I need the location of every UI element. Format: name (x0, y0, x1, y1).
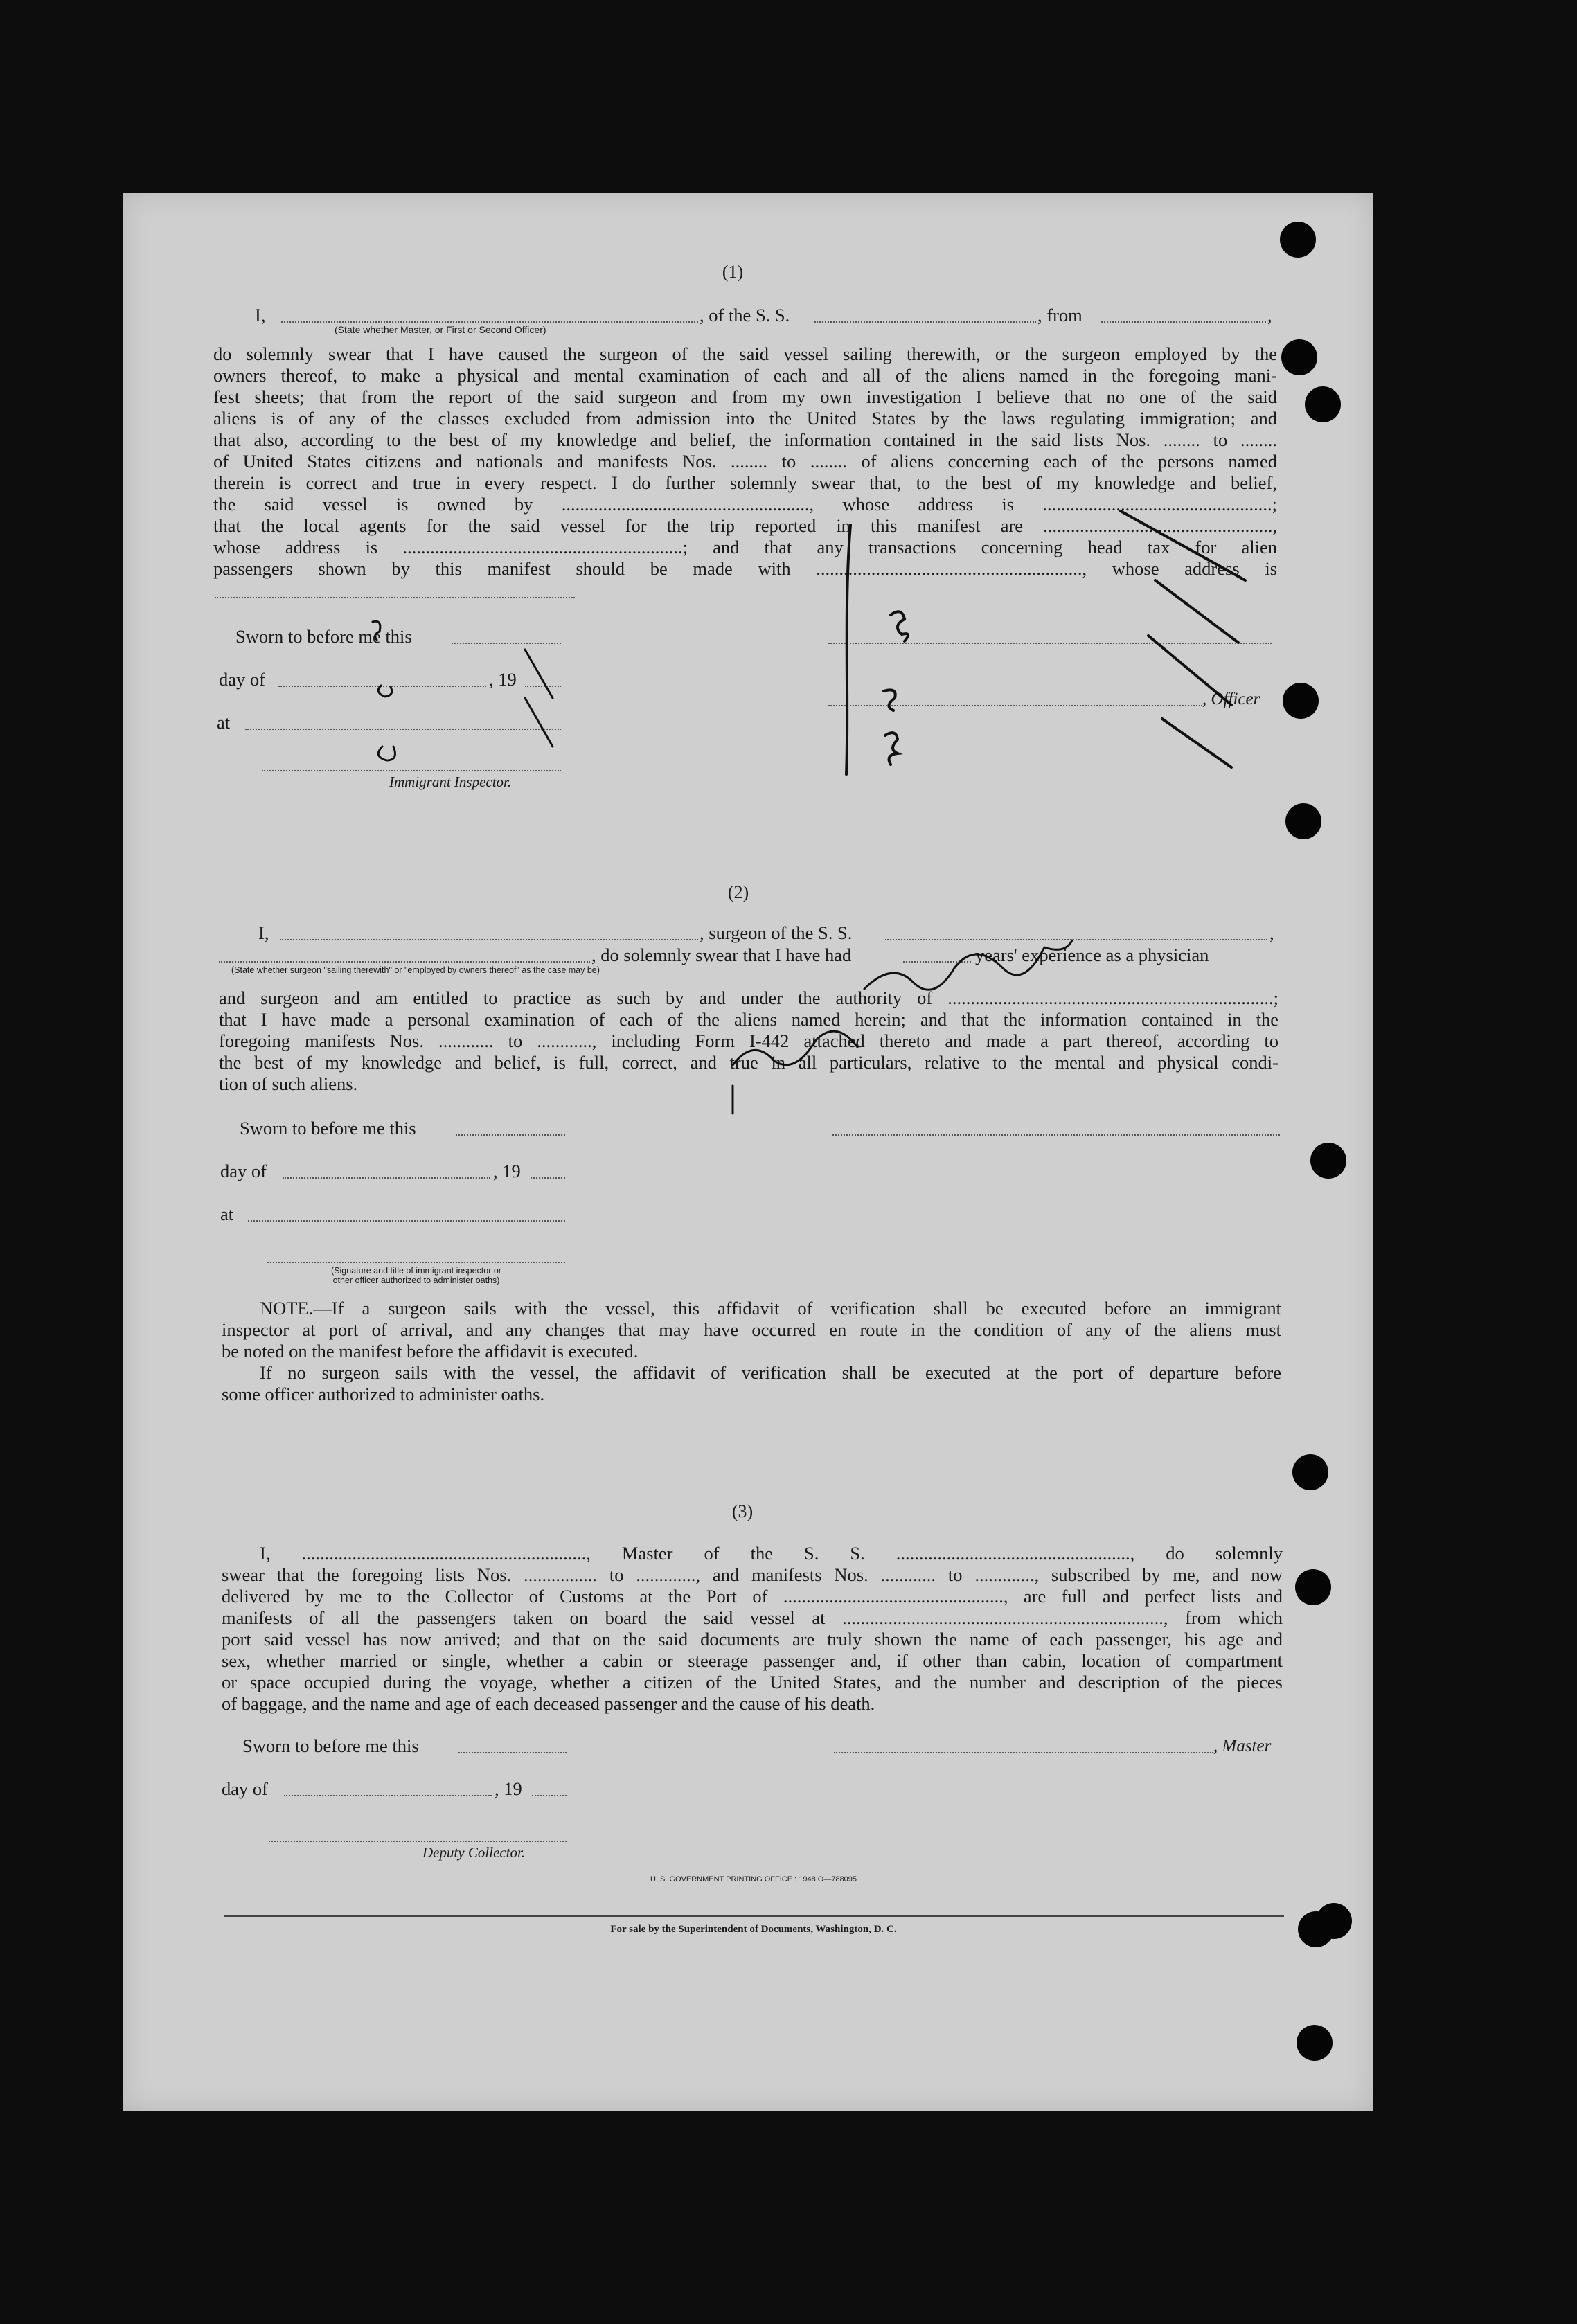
pen-stroke (1162, 719, 1231, 767)
handwritten-notation (733, 1031, 857, 1065)
pen-stroke (846, 525, 850, 774)
note-line: some officer authorized to administer oaths. (222, 1384, 545, 1404)
year-label: , 19 (489, 669, 517, 690)
section-2-number: (2) (727, 882, 749, 902)
handwritten-notation (864, 940, 1072, 990)
body-line: sex, whether married or single, whether a cabin or steerage passenger and, if other than cabin, location of compartment (222, 1650, 1283, 1671)
punch-hole (1310, 1143, 1346, 1179)
body-line: aliens is of any of the classes excluded from admission into the United States by the laws regulating immigration; and (213, 408, 1277, 429)
body-line: I, .............................................................., Master of the S. S. ..................................................., do solemnly (260, 1543, 1283, 1564)
section-1-from-label: , from (1037, 305, 1082, 325)
body-line: do solemnly swear that I have caused the surgeon of the said vessel sailing therewith, or the surgeon employed by the (213, 343, 1277, 364)
officer-label: , Officer (1202, 690, 1260, 708)
pen-stroke (378, 747, 395, 760)
surgeon-swear-text: , do solemnly swear that I have had (591, 945, 852, 965)
punch-hole (1280, 222, 1316, 258)
signature-note: (Signature and title of immigrant inspector or (331, 1266, 501, 1276)
surgeon-state-note: (State whether surgeon "sailing therewith" or "employed by owners thereof" as the case may be) (231, 965, 600, 975)
section-1-ss-label: , of the S. S. (700, 305, 790, 325)
punch-hole (1316, 1903, 1352, 1939)
punch-hole (1305, 386, 1341, 422)
section-2-i: I, (258, 922, 269, 943)
comma: , (1269, 922, 1274, 943)
body-line: passengers shown by this manifest should be made with .........................................................., whose address is (213, 558, 1277, 579)
margin-scribble (1288, 270, 1351, 325)
surgeon-years-label: years' experience as a physician (975, 945, 1209, 965)
day-of-label: day of (219, 669, 265, 690)
note-line: be noted on the manifest before the affidavit is executed. (222, 1341, 639, 1361)
section-3-number: (3) (731, 1501, 754, 1521)
printing-office-imprint: U. S. GOVERNMENT PRINTING OFFICE : 1948 O—788095 (650, 1875, 857, 1884)
sworn-label: Sworn to before me this (235, 626, 412, 647)
body-line: or space occupied during the voyage, whether a citizen of the United States, and the number and description of the pieces (222, 1672, 1283, 1692)
note-line: If no surgeon sails with the vessel, the affidavit of verification shall be executed at the port of departure before (260, 1362, 1281, 1383)
pen-stroke (525, 650, 553, 698)
manifest-back-page (123, 193, 1373, 2111)
body-line: that also, according to the best of my knowledge and belief, the information contained in the said lists Nos. ........ to ........ (213, 429, 1277, 450)
state-whether-note: (State whether Master, or First or Second Officer) (335, 324, 546, 335)
sworn-label: Sworn to before me this (242, 1735, 419, 1756)
body-line: of United States citizens and nationals and manifests Nos. ........ to ........ of aliens concerning each of the persons named (213, 451, 1277, 472)
punch-hole (1283, 683, 1319, 719)
surgeon-ss-label: , surgeon of the S. S. (700, 922, 853, 943)
day-of-label: day of (220, 1161, 267, 1181)
punch-hole (1292, 1454, 1328, 1490)
pen-stroke (378, 686, 392, 697)
at-label: at (217, 712, 231, 733)
immigrant-inspector-label: Immigrant Inspector. (389, 774, 512, 790)
pen-stroke (1148, 636, 1231, 705)
body-line: manifests of all the passengers taken on board the said vessel at ......................................................................, from which (222, 1607, 1283, 1628)
pen-stroke (1295, 276, 1337, 312)
punch-hole (1297, 2025, 1333, 2061)
for-sale-notice: For sale by the Superintendent of Documents, Washington, D. C. (610, 1924, 897, 1935)
pen-stroke (1155, 580, 1238, 643)
body-line: of baggage, and the name and age of each deceased passenger and the cause of his death. (222, 1693, 875, 1714)
handwritten-marks (123, 193, 1373, 2111)
note-line: NOTE.—If a surgeon sails with the vessel, this affidavit of verification shall be executed before an immigrant (260, 1298, 1281, 1319)
body-line: fest sheets; that from the report of the said surgeon and from my own investigation I believe that no one of the said (213, 386, 1277, 407)
day-of-label: day of (222, 1778, 268, 1799)
pen-stroke (1121, 511, 1245, 580)
pen-stroke (891, 611, 908, 641)
punch-hole (1295, 1569, 1331, 1605)
pen-stroke (885, 733, 898, 765)
section-1-number: (1) (722, 262, 744, 282)
year-label: , 19 (495, 1778, 522, 1799)
body-line: port said vessel has now arrived; and that on the said documents are truly shown the name of each passenger, his age and (222, 1629, 1283, 1650)
body-line: owners thereof, to make a physical and mental examination of each and all of the aliens named in the foregoing mani- (213, 365, 1277, 386)
deputy-collector-label: Deputy Collector. (422, 1844, 526, 1861)
body-line: tion of such aliens. (219, 1073, 358, 1094)
body-line: that the local agents for the said vessel for the trip reported in this manifest are .................................................., (213, 515, 1277, 536)
body-line: foregoing manifests Nos. ............ to ............, including Form I-442 attached thereto and made a part thereof, according to (219, 1030, 1278, 1051)
body-line: the said vessel is owned by ......................................................, whose address is ..................................................; (213, 494, 1277, 515)
pen-stroke (525, 698, 553, 747)
year-label: , 19 (493, 1161, 521, 1181)
pen-stroke (884, 690, 896, 710)
note-line: inspector at port of arrival, and any changes that may have occurred en route in the condition of any of the aliens must (222, 1319, 1281, 1340)
punch-hole (1285, 803, 1321, 839)
pen-stroke (373, 621, 380, 640)
body-line: the best of my knowledge and belief, is full, correct, and true in all particulars, relative to the mental and physical condi- (219, 1052, 1278, 1073)
body-line: and surgeon and am entitled to practice as such by and under the authority of .......................................................................; (219, 987, 1278, 1008)
body-line: swear that the foregoing lists Nos. ................ to ............., and manifests Nos. ............ to ............., subscribed by me, and now (222, 1564, 1283, 1585)
body-line: therein is correct and true in every respect. I do further solemnly swear that, to the best of my knowledge and belief, (213, 472, 1277, 493)
body-line: whose address is .............................................................; and that any transactions concerning head tax for alien (213, 537, 1277, 557)
sworn-label: Sworn to before me this (240, 1118, 416, 1138)
comma: , (1267, 305, 1272, 325)
master-label: , Master (1213, 1737, 1272, 1755)
body-line: delivered by me to the Collector of Customs at the Port of ................................................, are full and perfect lists and (222, 1586, 1283, 1607)
punch-hole (1281, 339, 1317, 375)
signature-note: other officer authorized to administer oaths) (332, 1276, 500, 1285)
at-label: at (220, 1204, 234, 1224)
body-line: that I have made a personal examination of each of the aliens named herein; and that the information contained in the (219, 1009, 1278, 1030)
section-1-i: I, (255, 305, 266, 325)
